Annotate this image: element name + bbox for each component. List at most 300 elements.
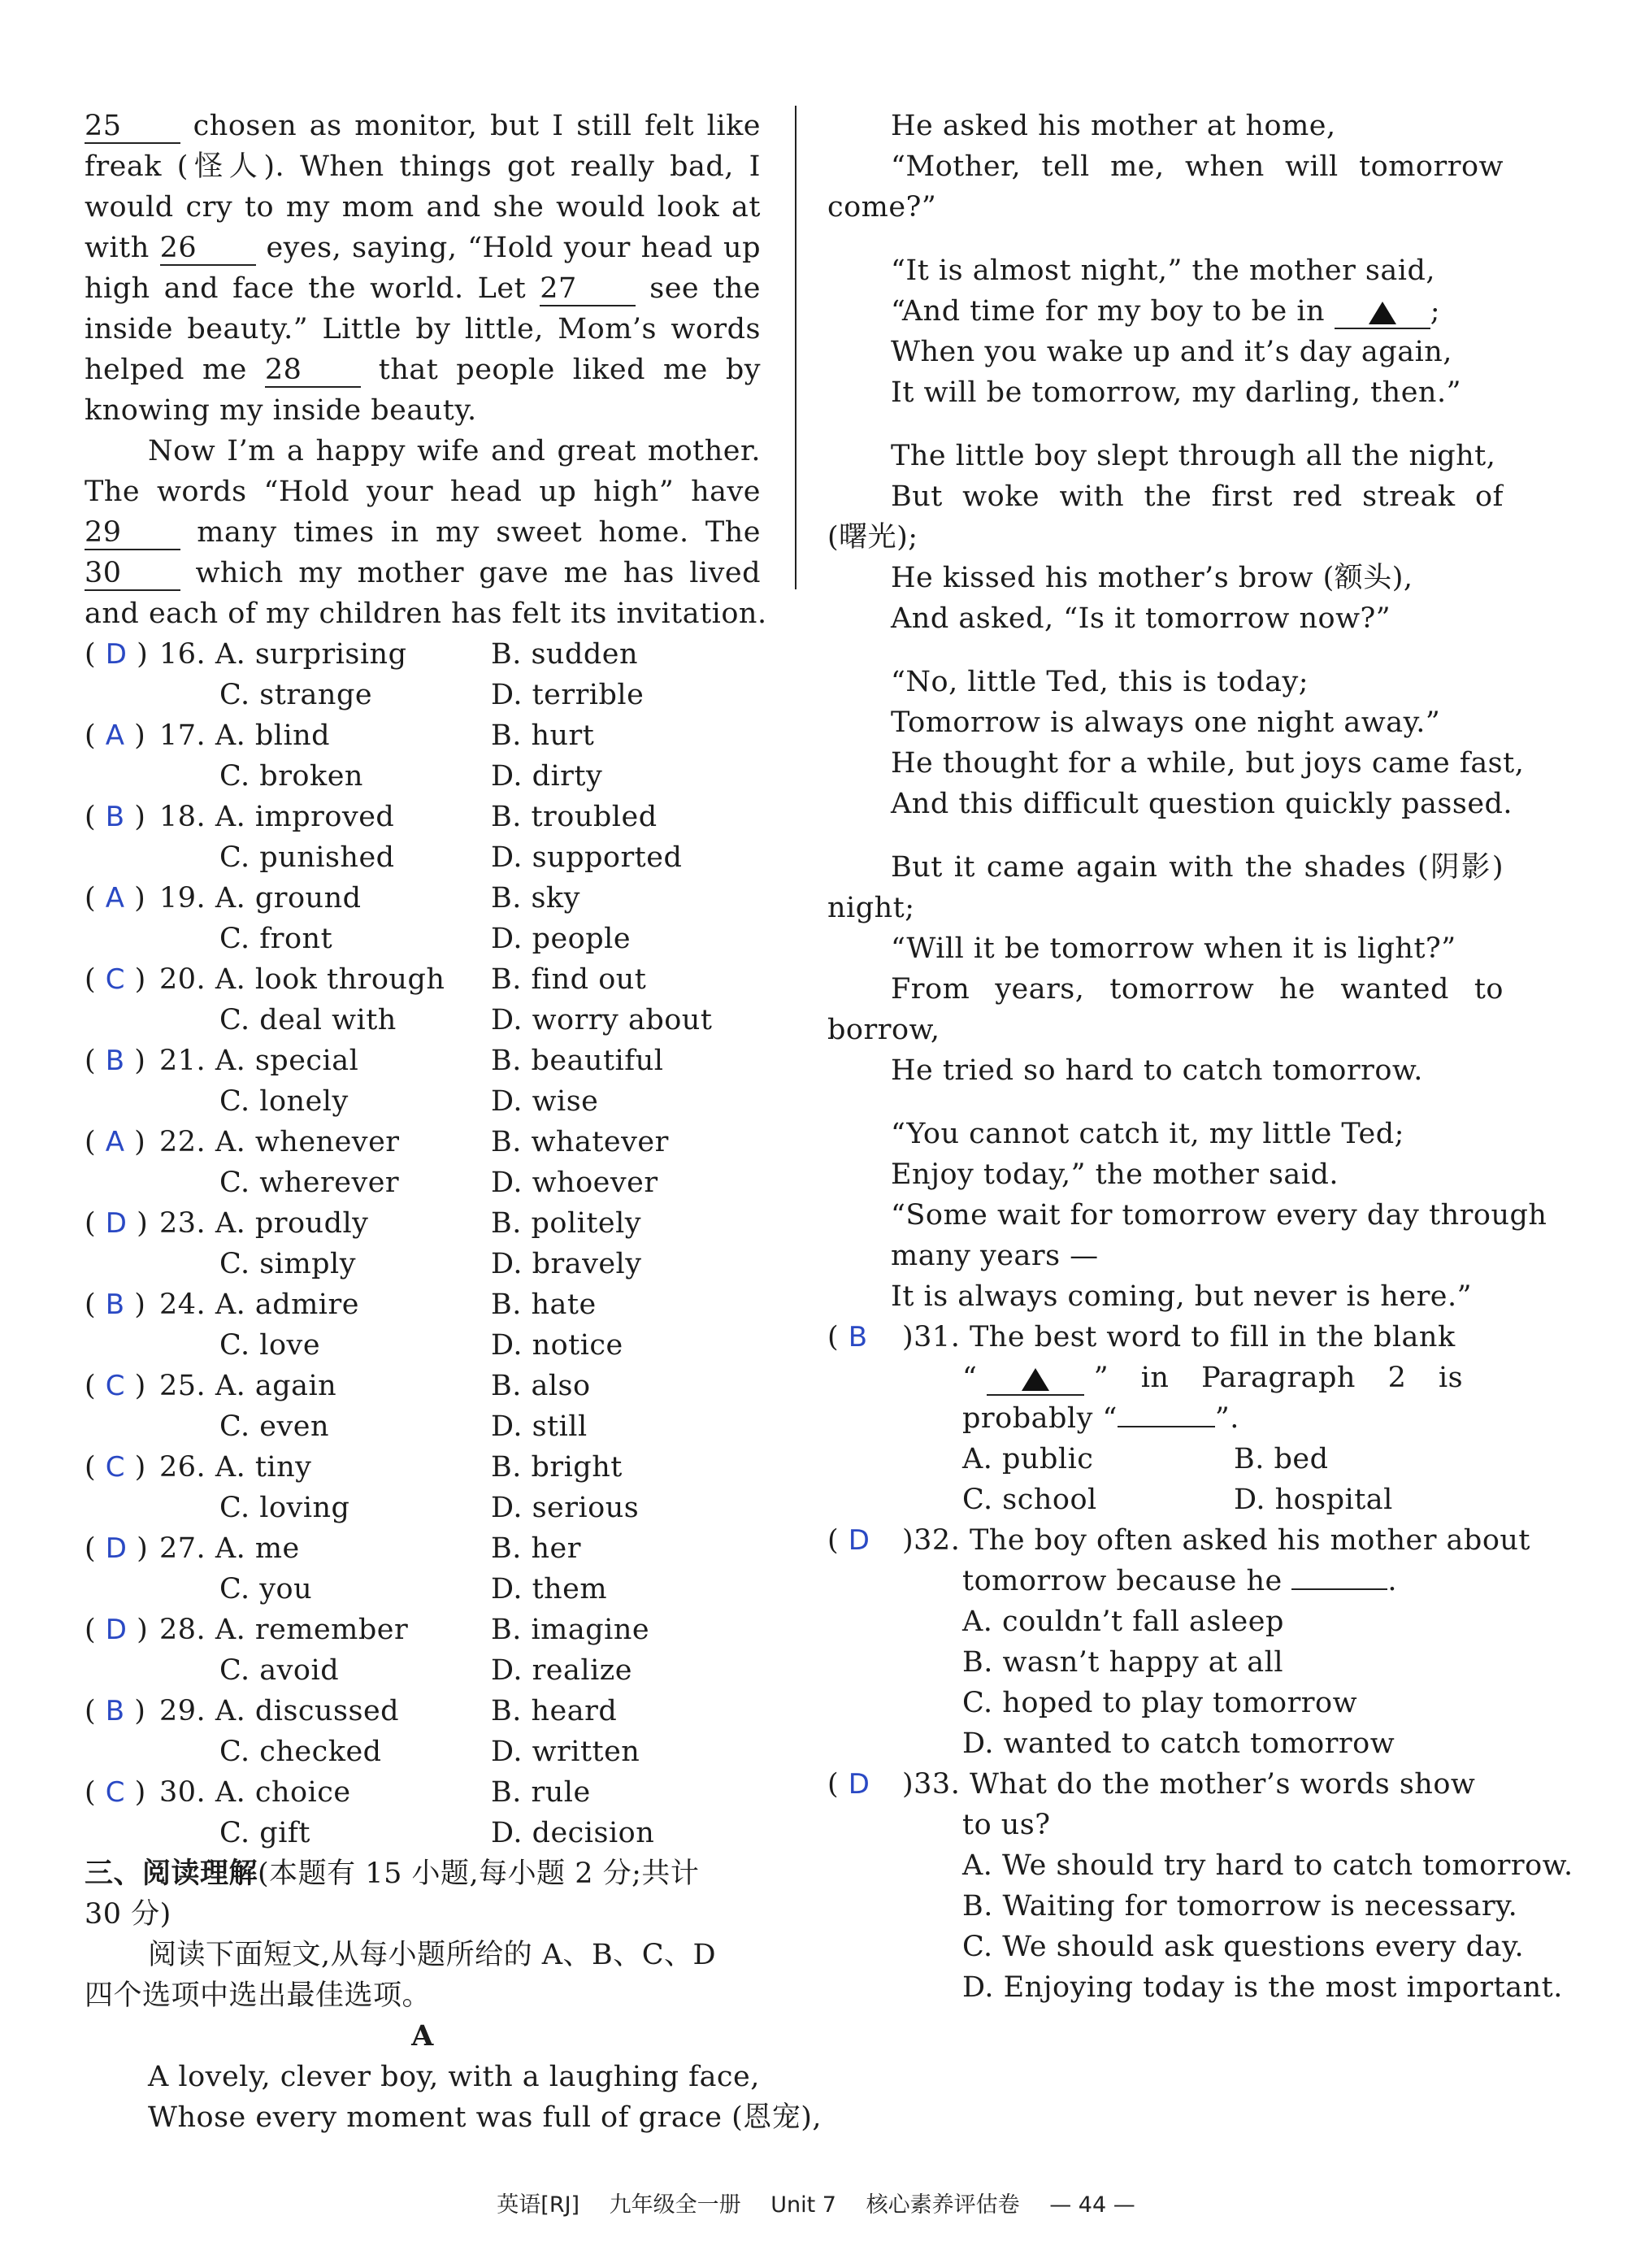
- answer-paren: ( B ): [85, 1695, 146, 1727]
- passage-line: [85, 512, 761, 553]
- option-c: C. deal with: [219, 1004, 397, 1036]
- question-33: [827, 1764, 1573, 2008]
- answer-mark: C: [105, 1370, 126, 1402]
- passage-line: [85, 268, 761, 309]
- instructions-1: 阅读下面短文,从每小题所给的 A、B、C、D: [148, 1939, 717, 1971]
- question-row: [85, 837, 761, 878]
- answer-paren: ( D: [827, 1524, 870, 1557]
- answer-mark: B: [105, 1045, 125, 1077]
- option-c: C. avoid: [219, 1654, 340, 1687]
- question-number: 28.: [159, 1614, 206, 1646]
- stanza-gap: [827, 1091, 1504, 1114]
- poem-line: [827, 662, 1504, 702]
- poem-line: [827, 888, 1504, 928]
- answer-paren: ( D ): [85, 1532, 149, 1565]
- text-run: helped me: [85, 354, 265, 386]
- question-number-and-option-a: [159, 959, 445, 1000]
- option-a: A. choice: [215, 1776, 351, 1809]
- poem-line: [827, 1154, 1504, 1195]
- passage-line: [85, 553, 761, 593]
- poem-line: [827, 250, 1504, 291]
- poem-text: “Will it be tomorrow when it is light?”: [891, 932, 1456, 965]
- option-d: D. hospital: [1234, 1484, 1393, 1516]
- question-number: 22.: [159, 1126, 206, 1158]
- question-32: ( D )32. The boy often asked his mother about tomorrow because he . A. couldn’t fall asleep B. wasn’t happy at all C. hoped to play tomorrow D. wanted to catch tomorrow: [827, 1520, 1504, 1764]
- option-b: B. bed: [1234, 1443, 1329, 1475]
- text-run: freak (怪人). When things got really bad, I: [85, 150, 761, 183]
- question-number-and-option-a: [159, 1447, 311, 1488]
- question-number-and-option-a: [159, 1122, 400, 1162]
- footer-title: 核心素养评估卷: [866, 2192, 1020, 2218]
- question-row: [85, 1610, 761, 1650]
- stem-text: ” in Paragraph 2 is: [1093, 1362, 1464, 1394]
- poem-line: [827, 1050, 1504, 1091]
- option-b: B. sudden: [491, 638, 639, 671]
- option-c: C. you: [219, 1573, 313, 1605]
- question-number: 19.: [159, 882, 206, 915]
- question-row: [85, 1203, 761, 1244]
- question-row: [85, 1406, 761, 1447]
- passage-line: [85, 309, 761, 350]
- option-b: B. imagine: [491, 1614, 650, 1646]
- answer-mark: D: [105, 1532, 128, 1565]
- section-title: 三、阅读理解: [85, 1857, 258, 1890]
- answer-mark: C: [105, 963, 126, 996]
- option-b: B. troubled: [491, 801, 658, 833]
- question-number: 16.: [159, 638, 206, 671]
- option-c: C. broken: [219, 760, 363, 793]
- poem-text: “You cannot catch it, my little Ted;: [891, 1118, 1404, 1150]
- poem-line: [827, 969, 1504, 1010]
- poem: [827, 106, 1547, 1317]
- question-number: 26.: [159, 1451, 206, 1484]
- poem-text: He tried so hard to catch tomorrow.: [891, 1054, 1423, 1087]
- text-run: high and face the world. Let: [85, 272, 540, 305]
- question-number-and-option-a: [159, 1528, 300, 1569]
- answer-paren: ( A ): [85, 1126, 146, 1158]
- poem-text: Enjoy today,” the mother said.: [891, 1158, 1339, 1191]
- option-d: D. still: [491, 1410, 588, 1443]
- answer-mark: A: [105, 1126, 125, 1158]
- question-number-and-option-a: [159, 1772, 351, 1813]
- question-row: [85, 675, 761, 715]
- section-heading: [85, 1853, 761, 1894]
- option-a: A. couldn’t fall asleep: [962, 1605, 1284, 1638]
- poem-line: [827, 1195, 1547, 1236]
- poem-text: And this difficult question quickly passed.: [891, 788, 1513, 820]
- question-number: 27.: [159, 1532, 206, 1565]
- answer-paren: ( D ): [85, 1614, 149, 1646]
- text-run: chosen as monitor, but I still felt like: [193, 110, 761, 142]
- stanza: [827, 436, 1504, 639]
- stem-text: to us?: [962, 1809, 1051, 1841]
- option-c: C. love: [219, 1329, 321, 1362]
- question-number: 29.: [159, 1695, 206, 1727]
- question-31: [827, 1317, 1504, 1520]
- option-a: A. ground: [215, 882, 362, 915]
- option-c: C. school: [962, 1484, 1097, 1516]
- poem-line: [827, 436, 1504, 476]
- option-a: A. special: [215, 1045, 359, 1077]
- option-d: D. dirty: [491, 760, 603, 793]
- text-run: Now I’m a happy wife and great mother.: [148, 435, 761, 467]
- answer-mark: B: [105, 801, 125, 833]
- answer-mark: D: [848, 1768, 870, 1801]
- footer-grade: 九年级全一册: [609, 2192, 741, 2218]
- poem-text: come?”: [827, 191, 937, 224]
- footer-page-number: — 44 —: [1049, 2192, 1135, 2218]
- passage-line: [85, 593, 767, 634]
- passage-line: [85, 228, 761, 268]
- text-run: with: [85, 232, 160, 264]
- quote-open: “: [962, 1362, 978, 1394]
- poem-line: [827, 1236, 1504, 1276]
- poem-text: But it came again with the shades (阴影): [891, 851, 1504, 884]
- option-b: B. politely: [491, 1207, 642, 1240]
- option-a: A. again: [215, 1370, 337, 1402]
- cloze-blank: 29: [85, 516, 180, 550]
- option-b: B. her: [491, 1532, 581, 1565]
- question-number-and-option-a: [159, 1691, 399, 1731]
- question-row: [85, 959, 761, 1000]
- option-c: C. lonely: [219, 1085, 349, 1118]
- option-d: D. written: [491, 1736, 640, 1768]
- question-number-and-option-a: [159, 1610, 408, 1650]
- answer-paren: ( B: [827, 1321, 868, 1353]
- text-run: knowing my inside beauty.: [85, 394, 477, 427]
- poem-text: The little boy slept through all the night,: [891, 440, 1496, 472]
- question-row: [85, 1528, 761, 1569]
- poem-text: Tomorrow is always one night away.”: [891, 706, 1441, 739]
- question-number-and-option-a: [159, 878, 362, 919]
- cloze-questions: [85, 634, 761, 1853]
- passage-line: [85, 431, 761, 471]
- answer-paren: ( B ): [85, 801, 146, 833]
- question-row: [85, 715, 761, 756]
- option-a: A. improved: [215, 801, 395, 833]
- answer-mark: D: [105, 1614, 128, 1646]
- poem-line: [827, 784, 1513, 824]
- answer-paren: ( D: [827, 1768, 870, 1801]
- passage-line: [85, 146, 761, 187]
- option-c: C. gift: [219, 1817, 310, 1849]
- option-c: C. wherever: [219, 1167, 400, 1199]
- poem-line: [827, 106, 1504, 146]
- option-a: A. admire: [215, 1288, 359, 1321]
- answer-mark: C: [105, 1776, 126, 1809]
- left-column: [85, 106, 823, 2138]
- question-row: [85, 1081, 761, 1122]
- answer-paren: ( C ): [85, 1776, 146, 1809]
- answer-mark: C: [105, 1451, 126, 1484]
- answer-paren: ( B ): [85, 1288, 146, 1321]
- poem-line: [827, 1114, 1504, 1154]
- question-row: [85, 1122, 761, 1162]
- poem-text: It will be tomorrow, my darling, then.”: [891, 376, 1461, 409]
- option-b: B. whatever: [491, 1126, 669, 1158]
- answer-blank: [1291, 1588, 1387, 1590]
- answer-mark: A: [105, 719, 125, 752]
- poem-text: He kissed his mother’s brow (额头),: [891, 562, 1413, 594]
- option-b: B. hate: [491, 1288, 597, 1321]
- poem-line: A lovely, clever boy, with a laughing face,: [148, 2061, 760, 2093]
- option-d: D. notice: [491, 1329, 623, 1362]
- question-number-and-option-a: [159, 1041, 358, 1081]
- option-b: B. wasn’t happy at all: [962, 1646, 1284, 1679]
- poem-line: [827, 1010, 1504, 1050]
- cloze-blank: 28: [265, 354, 361, 388]
- text-run: would cry to my mom and she would look at: [85, 191, 761, 224]
- poem-text: And asked, “Is it tomorrow now?”: [891, 602, 1391, 635]
- option-d: D. Enjoying today is the most important.: [962, 1971, 1563, 2004]
- text-run: which my mother gave me has lived: [195, 557, 761, 589]
- option-c: C. hoped to play tomorrow: [962, 1687, 1358, 1719]
- question-row: [85, 1325, 761, 1366]
- poem-text: night;: [827, 892, 915, 924]
- poem-line: [827, 928, 1504, 969]
- question-number: 24.: [159, 1288, 206, 1321]
- option-a: A. discussed: [215, 1695, 400, 1727]
- answer-blank: [1118, 1426, 1215, 1427]
- question-number-and-option-a: [159, 1366, 336, 1406]
- question-number: 17.: [159, 719, 206, 752]
- option-a: A. public: [962, 1443, 1094, 1475]
- option-a: A. tiny: [215, 1451, 312, 1484]
- option-a: A. blind: [215, 719, 331, 752]
- stanza-gap: [827, 824, 1504, 847]
- answer-mark: B: [105, 1288, 125, 1321]
- cloze-blank: 30: [85, 557, 180, 591]
- option-d: D. whoever: [491, 1167, 658, 1199]
- poem-line: [827, 372, 1504, 413]
- triangle-icon: [1369, 302, 1396, 324]
- poem-line: [827, 476, 1504, 517]
- option-d: D. realize: [491, 1654, 632, 1687]
- stem-text: ”.: [1214, 1402, 1239, 1435]
- question-row: [85, 1162, 761, 1203]
- question-number: 20.: [159, 963, 206, 996]
- poem-line: [827, 558, 1504, 598]
- poem-text: From years, tomorrow he wanted to: [891, 973, 1504, 1006]
- footer-subject: 英语[RJ]: [497, 2192, 580, 2218]
- question-stem: )31. The best word to fill in the blank: [902, 1321, 1456, 1353]
- poem-line: [827, 743, 1525, 784]
- option-c: C. checked: [219, 1736, 382, 1768]
- poem-text: It is always coming, but never is here.”: [891, 1280, 1473, 1313]
- question-row: [85, 1000, 761, 1041]
- question-number-and-option-a: [159, 797, 394, 837]
- question-row: [85, 1041, 761, 1081]
- text-run: that people liked me by: [360, 354, 761, 386]
- option-a: A. We should try hard to catch tomorrow.: [962, 1849, 1573, 1882]
- poem-text: “It is almost night,” the mother said,: [891, 254, 1435, 287]
- question-stem: )33. What do the mother’s words show: [902, 1768, 1476, 1801]
- option-d: D. worry about: [491, 1004, 713, 1036]
- answer-mark: D: [105, 1207, 128, 1240]
- answer-paren: ( D ): [85, 638, 149, 671]
- option-a: A. look through: [215, 963, 445, 996]
- option-c: C. strange: [219, 679, 373, 711]
- poem-text: “Mother, tell me, when will tomorrow: [891, 150, 1504, 183]
- poem-text: “No, little Ted, this is today;: [891, 666, 1309, 698]
- poem-line: [827, 598, 1504, 639]
- answer-paren: ( C ): [85, 1451, 146, 1484]
- option-b: B. also: [491, 1370, 591, 1402]
- question-row: [85, 919, 761, 959]
- option-c: C. even: [219, 1410, 330, 1443]
- poem-text: But woke with the first red streak of: [891, 480, 1504, 513]
- question-number-and-option-a: [159, 1203, 368, 1244]
- poem-text: He asked his mother at home,: [891, 110, 1336, 142]
- text-run: The words “Hold your head up high” have: [85, 476, 761, 508]
- question-row: [85, 756, 761, 797]
- instructions-2: 四个选项中选出最佳选项。: [85, 1979, 432, 2012]
- option-b: B. find out: [491, 963, 647, 996]
- section-note-2: 30 分): [85, 1898, 171, 1931]
- option-a: A. me: [215, 1532, 300, 1565]
- cloze-blank: 27: [540, 272, 636, 306]
- stem-text: tomorrow because he: [962, 1565, 1283, 1597]
- poem-line: [827, 1276, 1504, 1317]
- text-run: eyes, saying, “Hold your head up: [255, 232, 761, 264]
- option-a: A. remember: [215, 1614, 409, 1646]
- option-c: C. punished: [219, 841, 395, 874]
- poem-line: [827, 187, 1504, 228]
- poem-text: borrow,: [827, 1014, 940, 1046]
- option-d: D. wise: [491, 1085, 599, 1118]
- stanza: [827, 250, 1504, 413]
- option-c: C. simply: [219, 1248, 356, 1280]
- section-note: (本题有 15 小题,每小题 2 分;共计: [258, 1857, 700, 1890]
- question-row: [85, 1447, 761, 1488]
- option-c: C. loving: [219, 1492, 350, 1524]
- poem-text: “Some wait for tomorrow every day through: [891, 1199, 1547, 1232]
- poem-text: When you wake up and it’s day again,: [891, 336, 1452, 368]
- blank-triangle: [1335, 295, 1430, 329]
- question-row: [85, 1569, 761, 1610]
- question-row: [85, 797, 761, 837]
- option-d: D. supported: [491, 841, 683, 874]
- answer-mark: A: [105, 882, 125, 915]
- answer-paren: ( C ): [85, 963, 146, 996]
- passage-line: [85, 350, 761, 390]
- question-number-and-option-a: [159, 634, 407, 675]
- answer-paren: ( B ): [85, 1045, 146, 1077]
- answer-mark: D: [848, 1524, 870, 1557]
- question-number: 21.: [159, 1045, 206, 1077]
- passage-line: [85, 187, 761, 228]
- text-run: inside beauty.” Little by little, Mom’s words: [85, 313, 761, 345]
- answer-mark: B: [105, 1695, 125, 1727]
- option-b: B. beautiful: [491, 1045, 664, 1077]
- option-b: B. Waiting for tomorrow is necessary.: [962, 1890, 1518, 1923]
- passage-line: [85, 106, 761, 146]
- question-row: [85, 1244, 761, 1284]
- right-column: [827, 106, 1573, 2008]
- question-row: [85, 634, 761, 675]
- stanza-gap: [827, 228, 1504, 250]
- poem-line: Whose every moment was full of grace (恩宠),: [148, 2101, 823, 2134]
- question-number-and-option-a: [159, 715, 330, 756]
- poem-line: [827, 146, 1504, 187]
- question-row: [85, 1650, 761, 1691]
- option-b: B. sky: [491, 882, 580, 915]
- poem-line: [827, 332, 1504, 372]
- stanza: [827, 662, 1525, 824]
- option-d: D. wanted to catch tomorrow: [962, 1727, 1395, 1760]
- footer-unit: Unit 7: [770, 2192, 836, 2218]
- poem-text: (曙光);: [827, 521, 918, 554]
- option-a: A. proudly: [215, 1207, 369, 1240]
- text-run: and each of my children has felt its invitation.: [85, 597, 767, 630]
- text-run: see the: [636, 272, 761, 305]
- option-d: D. people: [491, 923, 632, 955]
- question-row: [85, 878, 761, 919]
- passage-line: [85, 390, 761, 431]
- option-a: A. surprising: [215, 638, 407, 671]
- stanza-gap: [827, 413, 1504, 436]
- page-footer: [0, 2187, 1632, 2218]
- answer-paren: ( A ): [85, 719, 146, 752]
- option-d: D. decision: [491, 1817, 655, 1849]
- poem-text: many years —: [891, 1240, 1099, 1272]
- option-d: D. them: [491, 1573, 608, 1605]
- blank-triangle: [987, 1362, 1084, 1396]
- question-number: 25.: [159, 1370, 206, 1402]
- answer-paren: ( A ): [85, 882, 146, 915]
- question-number-and-option-a: [159, 1284, 359, 1325]
- option-c: C. front: [219, 923, 333, 955]
- question-row: [85, 1366, 761, 1406]
- cloze-passage: [85, 106, 767, 634]
- passage-label: A: [411, 2019, 434, 2053]
- option-d: D. terrible: [491, 679, 645, 711]
- passage-line: [85, 471, 761, 512]
- triangle-icon: [1022, 1368, 1049, 1391]
- text-run: many times in my sweet home. The: [180, 516, 761, 549]
- question-number: 30.: [159, 1776, 206, 1809]
- option-a: A. whenever: [215, 1126, 400, 1158]
- option-b: B. hurt: [491, 719, 595, 752]
- question-row: [85, 1488, 761, 1528]
- stem-text: probably “: [962, 1402, 1118, 1435]
- option-b: B. rule: [491, 1776, 591, 1809]
- poem-line: [827, 517, 1504, 558]
- option-b: B. bright: [491, 1451, 623, 1484]
- option-c: C. We should ask questions every day.: [962, 1931, 1525, 1963]
- answer-mark: D: [105, 638, 128, 671]
- question-row: [85, 1813, 761, 1853]
- option-b: B. heard: [491, 1695, 618, 1727]
- poem-text: He thought for a while, but joys came fast,: [891, 747, 1525, 780]
- poem-text: “And time for my boy to be in: [891, 295, 1326, 328]
- option-d: D. serious: [491, 1492, 640, 1524]
- poem-line: [827, 702, 1504, 743]
- stanza: [827, 1114, 1547, 1317]
- poem-line: “And time for my boy to be in ;: [891, 295, 1441, 328]
- question-row: [85, 1731, 761, 1772]
- question-number: 23.: [159, 1207, 206, 1240]
- question-row: [85, 1691, 761, 1731]
- stanza-gap: [827, 639, 1504, 662]
- stanza: [827, 847, 1504, 1091]
- stanza: [827, 106, 1504, 228]
- question-row: [85, 1284, 761, 1325]
- answer-mark: B: [848, 1321, 868, 1353]
- cloze-blank: 25: [85, 110, 180, 144]
- option-d: D. bravely: [491, 1248, 642, 1280]
- answer-paren: ( C ): [85, 1370, 146, 1402]
